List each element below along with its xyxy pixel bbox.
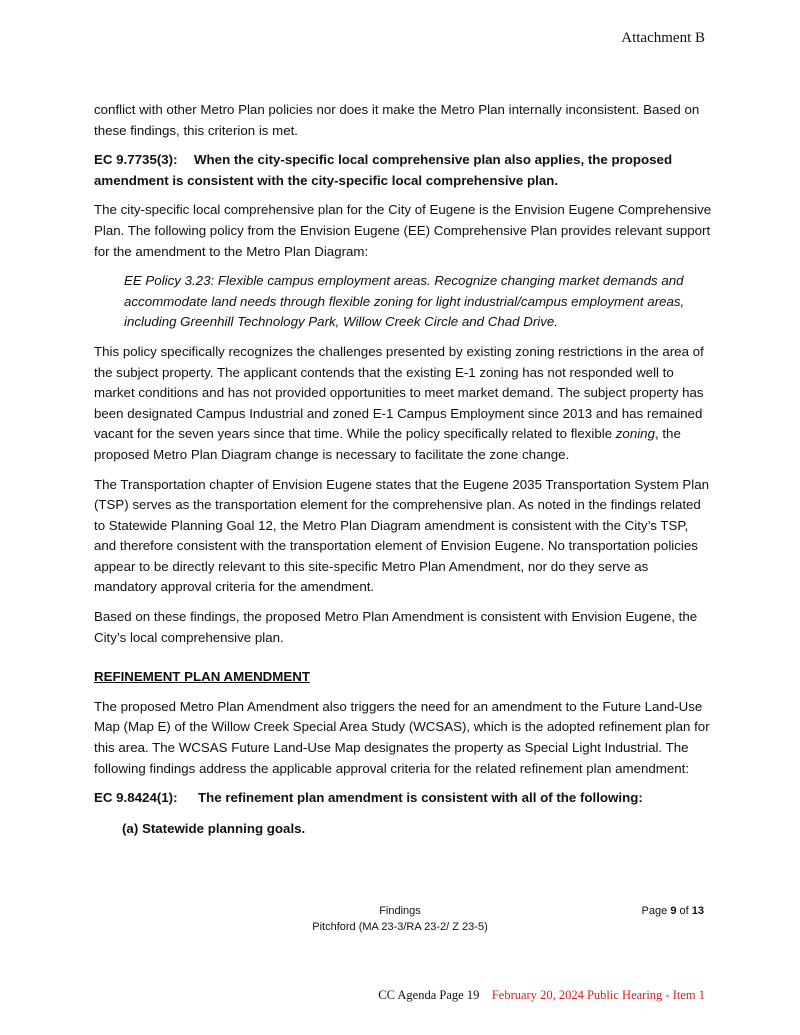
footer-page-number (642, 905, 704, 917)
page-total: 13 (691, 905, 704, 917)
paragraph-text: , the proposed Metro Plan Diagram change is necessary to facilitate the zone change. (94, 426, 681, 462)
agenda-stamp (378, 988, 705, 1003)
criterion-id: EC 9.8424(1): (94, 790, 178, 806)
page-current: 9 (670, 905, 677, 917)
criterion-id: EC 9.7735(3): (94, 152, 178, 168)
page-of: of (679, 905, 689, 917)
criterion-ec-9-8424-1 (94, 788, 712, 809)
paragraph-conclusion: Based on these findings, the proposed Metro Plan Amendment is consistent with Envision Eugene, the City’s local comprehensive plan. (94, 609, 698, 645)
page-label: Page (641, 905, 668, 917)
paragraph-policy-discussion (94, 342, 712, 466)
emphasis-zoning: zoning (615, 426, 655, 442)
criterion-ec-9-7735-3 (94, 150, 712, 191)
attachment-label: Attachment B (621, 30, 705, 46)
criterion-text: The refinement plan amendment is consistent with all of the following: (198, 790, 643, 806)
paragraph-refinement: The proposed Metro Plan Amendment also triggers the need for an amendment to the Future Land-Use Map (Map E) of the Willow Creek Special Area Study (WCSAS), which is the adopted refinement plan for this area. The WCSAS Future Land-Use Map designates the property as Special Light Industrial. The following findings address the applicable approval criteria for the related refinement plan amendment: (94, 698, 710, 776)
criterion-text: When the city-specific local comprehensive plan also applies, the proposed amendment is consistent with the city-specific local comprehensive plan. (94, 152, 673, 188)
agenda-page: CC Agenda Page 19 (378, 988, 480, 1002)
policy-quote: EE Policy 3.23: Flexible campus employment areas. Recognize changing market demands and accommodate land needs through flexible zoning for light industrial/campus employment areas, including Greenhill Technology Park, Willow Creek Circle and Chad Drive. (124, 273, 685, 330)
section-heading: REFINEMENT PLAN AMENDMENT (94, 669, 310, 685)
footer-case-number: Pitchford (MA 23-3/RA 23-2/ Z 23-5) (312, 921, 488, 933)
paragraph-text: This policy specifically recognizes the challenges presented by existing zoning restrictions in the area of the subject property. The applicant contends that the existing E-1 zoning has not responded well to market conditions and has not provided opportunities to meet market demand. The subject property has been designated Campus Industrial and zoned E-1 Campus Employment since 2013 and has remained vacant for the seven years since that time. While the policy specifically related to flexible (94, 343, 704, 442)
criterion-item-a: (a) Statewide planning goals. (122, 820, 306, 836)
paragraph-envision-eugene: The city-specific local comprehensive plan for the City of Eugene is the Envision Eugene Comprehensive Plan. The following policy from the Envision Eugene (EE) Comprehensive Plan provides relevant support for the amendment to the Metro Plan Diagram: (94, 202, 712, 259)
document-body (94, 100, 712, 848)
footer-findings: Findings (379, 905, 421, 917)
paragraph-conflict: conflict with other Metro Plan policies nor does it make the Metro Plan internally inconsistent. Based on these findings, this criterion is met. (94, 102, 700, 138)
hearing-label: February 20, 2024 Public Hearing - Item 1 (491, 988, 705, 1002)
paragraph-transportation: The Transportation chapter of Envision Eugene states that the Eugene 2035 Transportation System Plan (TSP) serves as the transportation element for the comprehensive plan. As noted in the findings related to Statewide Planning Goal 12, the Metro Plan Diagram amendment is consistent with the City’s TSP, and therefore consistent with the transportation element of Envision Eugene. No transportation policies appear to be directly relevant to this site-specific Metro Plan Amendment, nor do they serve as mandatory approval criteria for the amendment. (94, 476, 709, 595)
